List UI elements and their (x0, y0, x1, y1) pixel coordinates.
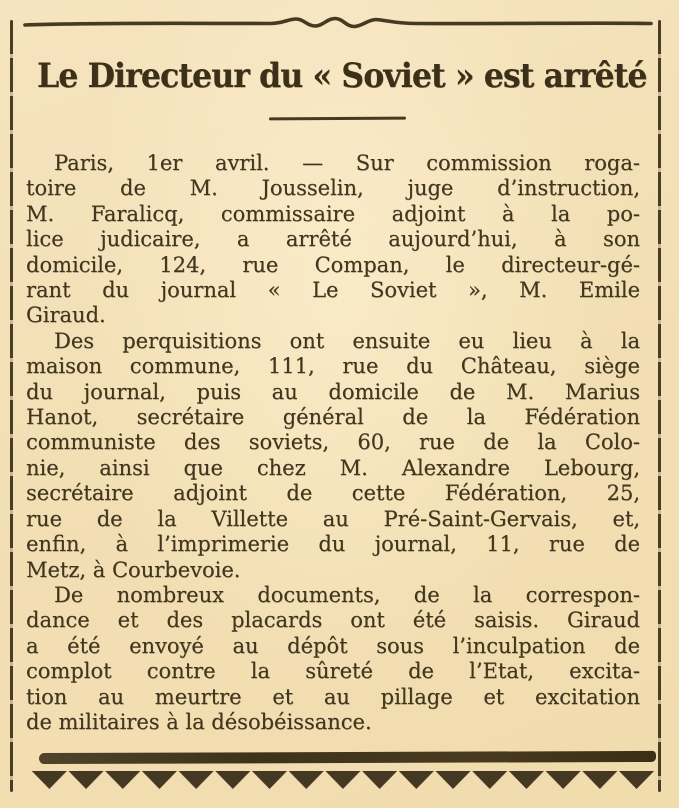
text-line: a été envoyé au dépôt sous l’inculpation de (26, 633, 640, 658)
paragraph-3 (26, 583, 640, 735)
text-line: secrétaire adjoint de cette Fédération, 25, (26, 481, 640, 506)
text-line: maison commune, 111, rue du Château, siège (26, 354, 640, 379)
headline-underline (269, 117, 406, 121)
text-line: du journal, puis au domicile de M. Marius (26, 379, 640, 404)
article-body (26, 151, 640, 735)
text-line: Hanot, secrétaire général de la Fédération (26, 405, 640, 430)
text-line: Metz, à Courbevoie. (26, 557, 241, 582)
text-line: rant du journal « Le Soviet », M. Emile (26, 278, 640, 303)
top-decorative-rule (22, 14, 654, 34)
bottom-thick-rule (39, 751, 656, 764)
headline (14, 56, 665, 96)
left-column-rule (10, 20, 13, 792)
text-line: Des perquisitions ont ensuite eu lieu à la (54, 328, 640, 353)
text-line: toire de M. Jousselin, juge d’instruction, (26, 176, 640, 201)
text-line: complot contre la sûreté de l’Etat, excita- (26, 659, 640, 684)
text-line: lice judicaire, a arrêté aujourd’hui, à son (26, 227, 640, 252)
text-line: dance et des placards ont été saisis. Giraud (26, 608, 640, 633)
headline-text: Le Directeur du « Soviet » est arrêté (36, 56, 647, 96)
text-line: Giraud. (26, 303, 106, 328)
text-line: nie, ainsi que chez M. Alexandre Lebourg, (26, 455, 640, 480)
right-column-rule (658, 20, 661, 792)
text-line: enfin, à l’imprimerie du journal, 11, rue de (26, 532, 640, 557)
text-line: M. Faralicq, commissaire adjoint à la po- (26, 201, 640, 226)
paragraph-2 (26, 329, 640, 583)
text-line: de militaires à la désobéissance. (26, 709, 372, 734)
text-line: Paris, 1er avril. — Sur commission roga- (54, 151, 640, 175)
text-line: De nombreux documents, de la correspon- (54, 582, 640, 607)
text-line: rue de la Villette au Pré-Saint-Gervais, et, (26, 506, 640, 531)
sawtooth-border (31, 770, 655, 792)
text-line: tion au meurtre et au pillage et excitation (26, 684, 640, 709)
text-line: domicile, 124, rue Compan, le directeur-gé- (26, 252, 640, 277)
text-line: communiste des soviets, 60, rue de la Colo- (26, 430, 640, 455)
paragraph-1 (26, 151, 640, 329)
